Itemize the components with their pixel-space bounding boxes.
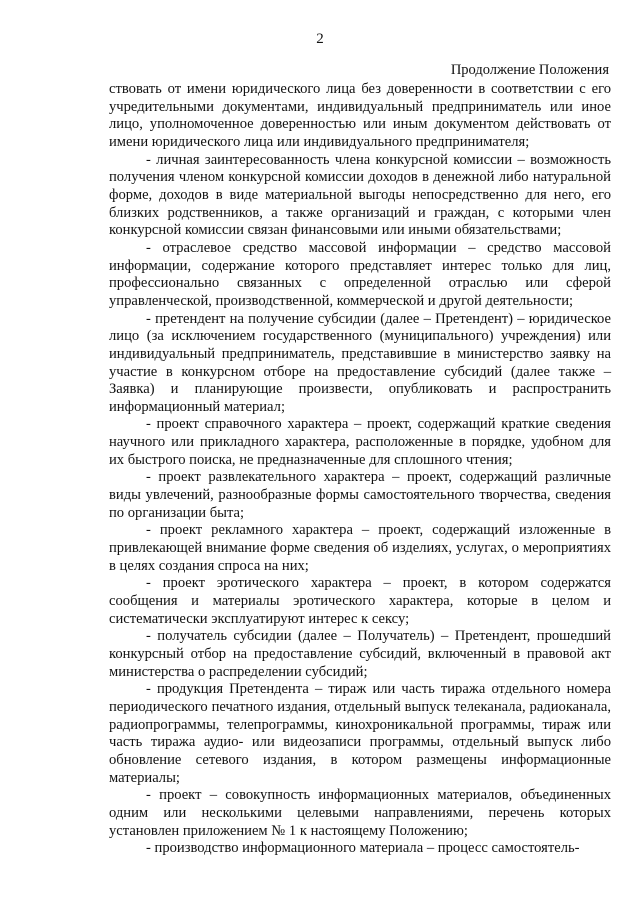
running-title: Продолжение Положения: [450, 62, 609, 78]
document-body: [109, 81, 611, 858]
paragraph: - отраслевое средство массовой информации – средство массовой информации, содержание которого представляет интерес только для лиц, профессионально связанных с определенной отраслью или сферой управленческой, производственной, коммерческой и другой деятельности;: [109, 239, 611, 309]
paragraph: - проект – совокупность информационных материалов, объединенных одним или несколькими целевыми направлениями, перечень которых установлен приложением № 1 к настоящему Положению;: [109, 787, 611, 839]
paragraph: - претендент на получение субсидии (далее – Претендент) – юридическое лицо (за исключением государственного (муниципального) учреждения) или индивидуальный предприниматель, представившие в министерство заявку на участие в конкурсном отборе на предоставление субсидий (далее также – Заявка) и планирующие произвести, опубликовать и распространить информационный материал;: [109, 310, 611, 415]
paragraph: - личная заинтересованность члена конкурсной комиссии – возможность получения членом конкурсной комиссии доходов в денежной либо натуральной форме, доходов в виде материальной выгоды непосредственно для него, его близких родственников, а также организаций и граждан, с которыми член конкурсной комиссии связан финансовыми или иными обязательствами;: [109, 151, 611, 239]
paragraph: - получатель субсидии (далее – Получатель) – Претендент, прошедший конкурсный отбор на предоставление субсидий, включенный в правовой акт министерства о распределении субсидий;: [109, 628, 611, 680]
paragraph: - производство информационного материала – процесс самостоятель-: [146, 840, 580, 857]
paragraph: - проект рекламного характера – проект, содержащий изложенные в привлекающей внимание форме сведения об изделиях, услугах, о мероприятиях в целях создания спроса на них;: [109, 522, 611, 574]
paragraph: ствовать от имени юридического лица без доверенности в соответствии с его учредительными документами, индивидуальный предприниматель или иное лицо, уполномоченное доверенностью или иным документом действовать от имени юридического лица или индивидуального предпринимателя;: [109, 81, 611, 150]
page-number: 2: [316, 31, 324, 47]
paragraph: - продукция Претендента – тираж или часть тиража отдельного номера периодического печатного издания, отдельный выпуск телеканала, радиоканала, радиопрограммы, телепрограммы, кинохроникальной программы, тираж или часть тиража аудио- или видеозаписи программы, отдельный выпуск либо обновление сетевого издания, в котором размещены информационные материалы;: [109, 681, 611, 786]
paragraph: - проект развлекательного характера – проект, содержащий различные виды увлечений, разнообразные формы самостоятельного творчества, сведения по организации быта;: [109, 469, 611, 521]
paragraph: - проект эротического характера – проект, в котором содержатся сообщения и материалы эротического характера, которые в целом и систематически эксплуатируют интерес к сексу;: [109, 575, 611, 627]
paragraph: - проект справочного характера – проект, содержащий краткие сведения научного или прикладного характера, расположенные в порядке, удобном для их быстрого поиска, не предназначенные для сплошного чтения;: [109, 416, 611, 468]
